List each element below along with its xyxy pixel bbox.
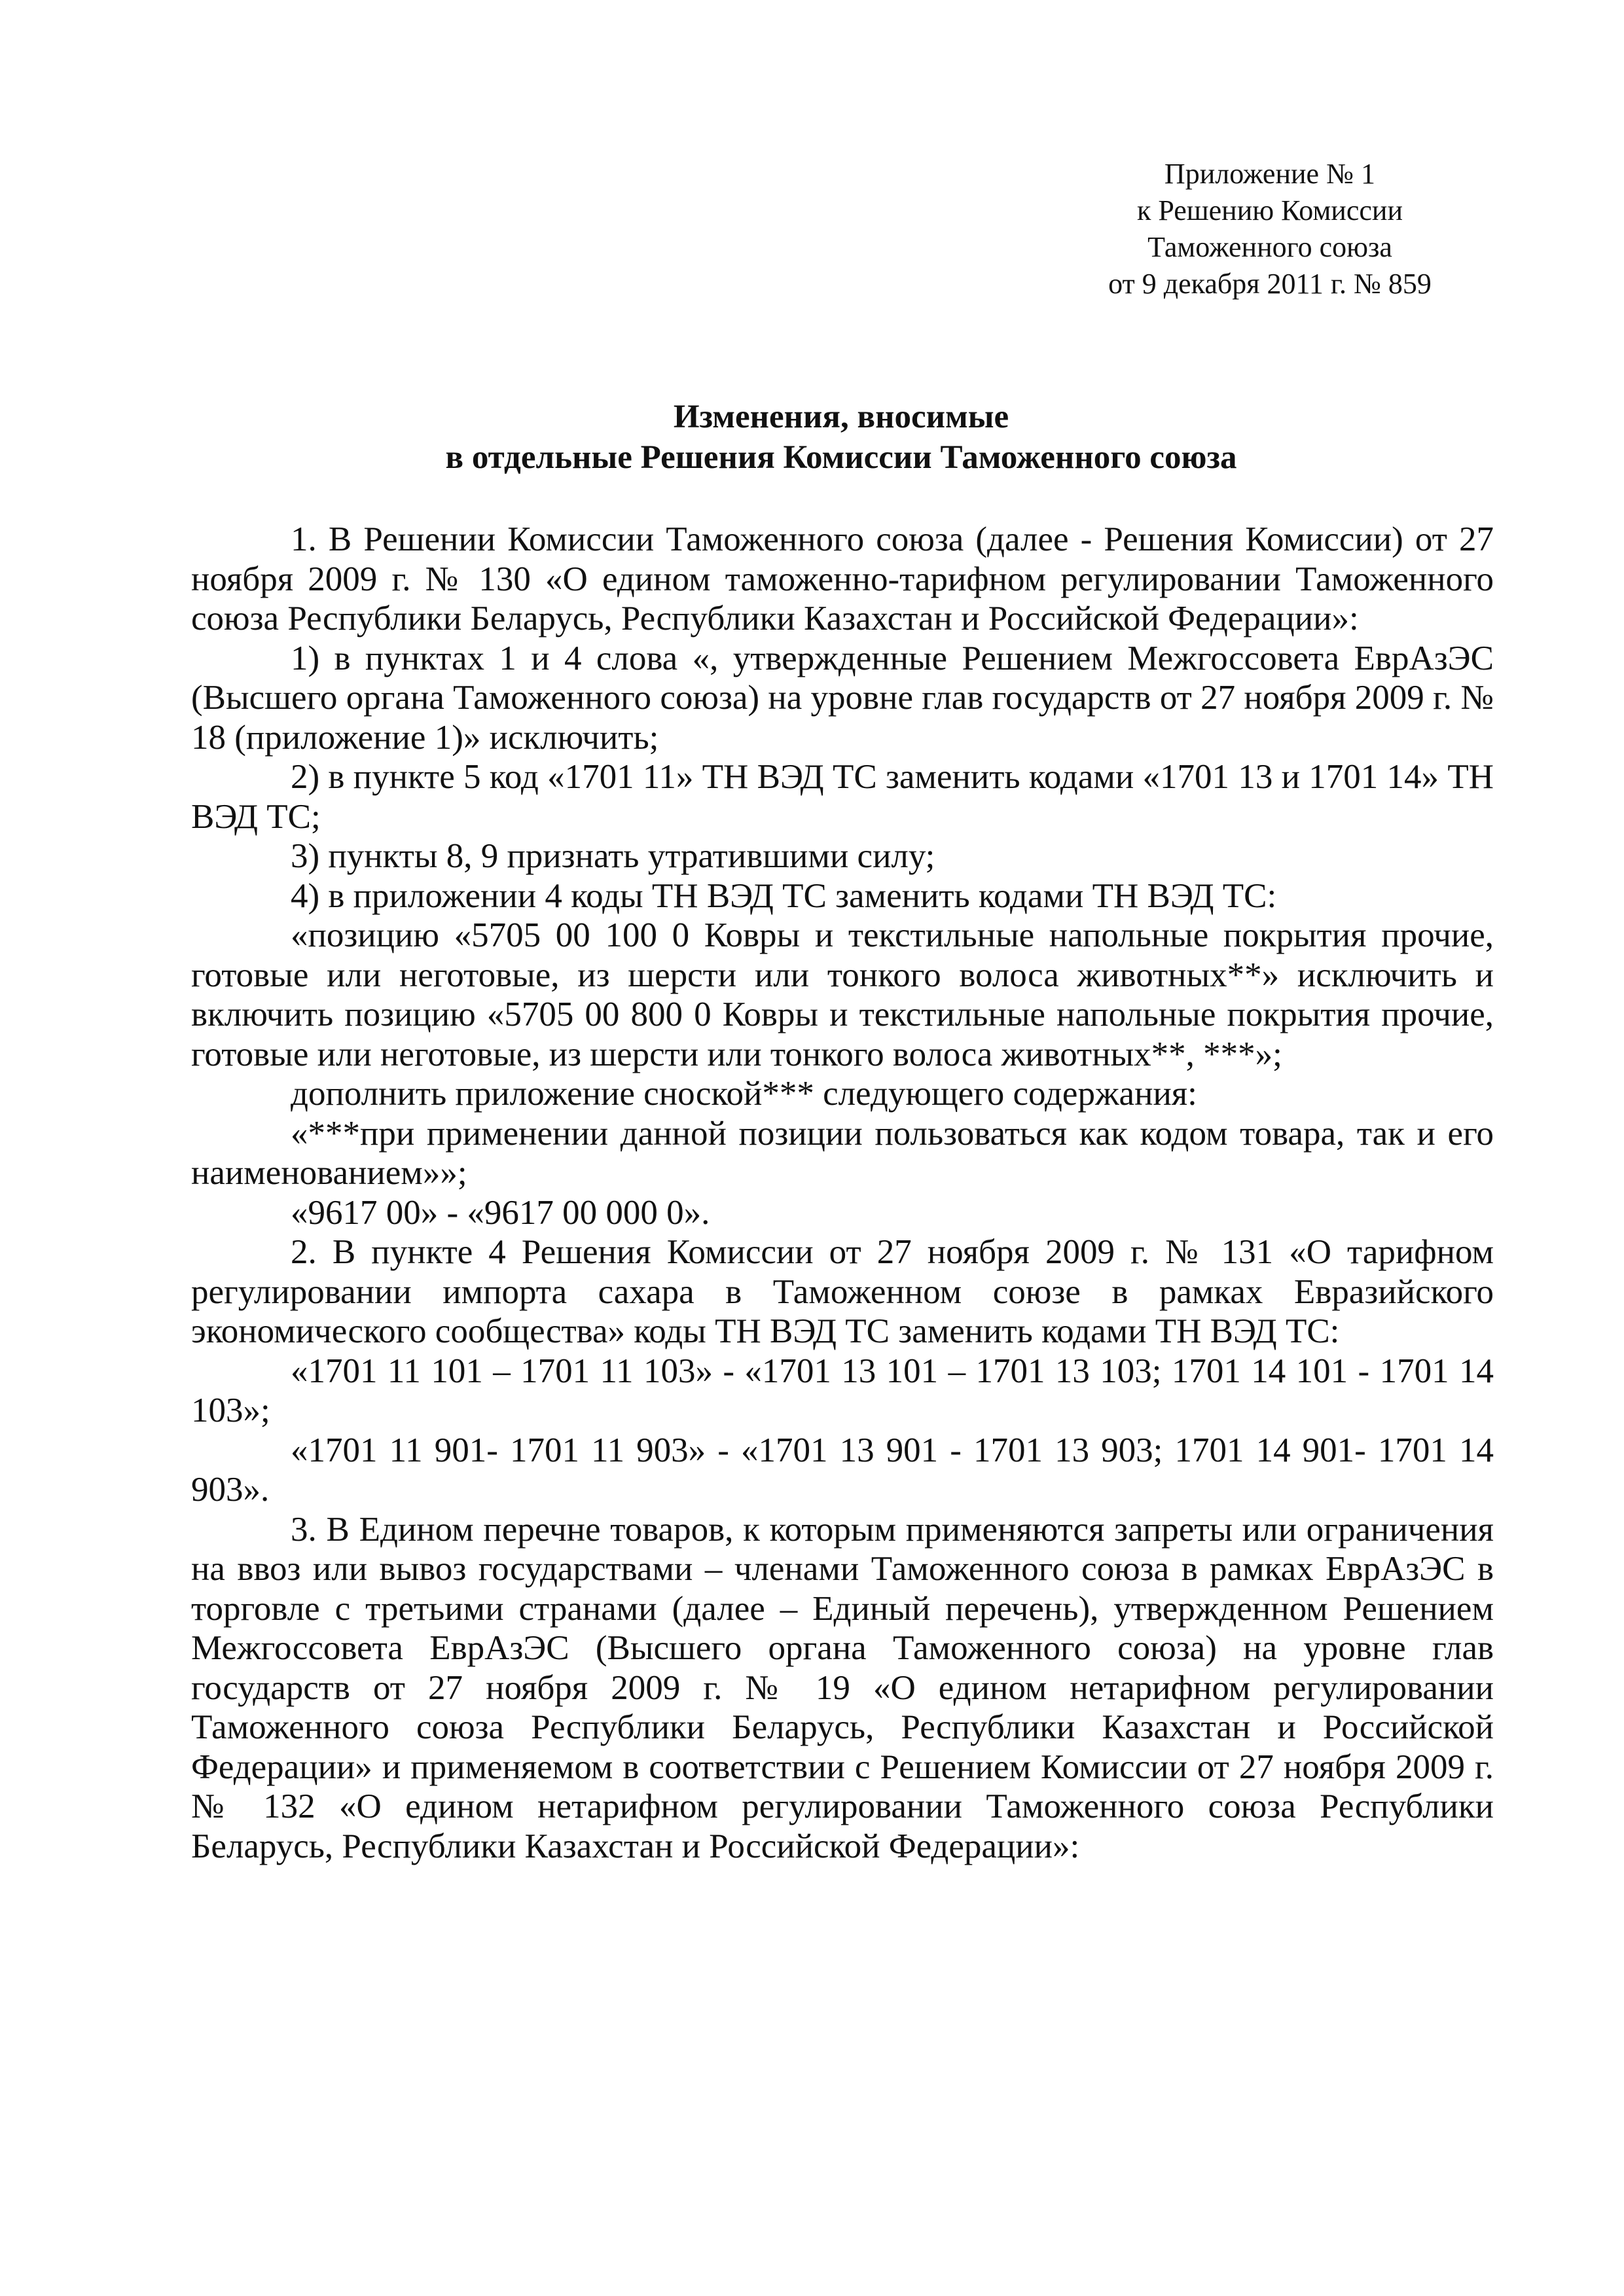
paragraph-1-item-3: 3) пункты 8, 9 признать утратившими силу;: [291, 837, 935, 875]
appendix-header: [1021, 156, 1519, 302]
paragraph-2: 2. В пункте 4 Решения Комиссии от 27 ноября 2009 г. № 131 «О тарифном регулировании импорта сахара в Таможенном союзе в рамках Евразийского экономического сообщества» коды ТН ВЭД ТС заменить кодами ТН ВЭД ТС:: [191, 1233, 1494, 1350]
appendix-number: Приложение № 1: [1164, 158, 1376, 190]
document-body: [191, 520, 1494, 1866]
title-line-2: в отдельные Решения Комиссии Таможенного союза: [445, 439, 1237, 476]
paragraph-1-item-4-position: «позицию «5705 00 100 0 Ковры и текстильные напольные покрытия прочие, готовые или неготовые, из шерсти или тонкого волоса животных**» исключить и включить позицию «5705 00 800 0 Ковры и текстильные напольные покрытия прочие, готовые или неготовые, из шерсти или тонкого волоса животных**, ***»;: [191, 916, 1494, 1073]
paragraph-1-item-4-code: «9617 00» - «9617 00 000 0».: [291, 1193, 710, 1232]
appendix-union-ref: Таможенного союза: [1147, 231, 1392, 263]
paragraph-1-item-4-footnote-intro: дополнить приложение сноской*** следующего содержания:: [291, 1075, 1197, 1113]
paragraph-2-codes-2: «1701 11 901- 1701 11 903» - «1701 13 901 - 1701 13 903; 1701 14 901- 1701 14 903».: [191, 1431, 1494, 1509]
appendix-decision-ref: к Решению Комиссии: [1136, 194, 1403, 226]
paragraph-2-codes-1: «1701 11 101 – 1701 11 103» - «1701 13 101 – 1701 13 103; 1701 14 101 - 1701 14 103»;: [191, 1352, 1494, 1429]
paragraph-1-item-2: 2) в пункте 5 код «1701 11» ТН ВЭД ТС заменить кодами «1701 13 и 1701 14» ТН ВЭД ТС;: [191, 758, 1494, 836]
paragraph-1-item-4: 4) в приложении 4 коды ТН ВЭД ТС заменить кодами ТН ВЭД ТС:: [291, 876, 1277, 915]
paragraph-3: 3. В Едином перечне товаров, к которым применяются запреты или ограничения на ввоз или вывоз государствами – членами Таможенного союза в рамках ЕврАзЭС в торговле с третьими странами (далее – Единый перечень), утвержденном Решением Межгоссовета ЕврАзЭС (Высшего органа Таможенного союза) на уровне глав государств от 27 ноября 2009 г. № 19 «О едином нетарифном регулировании Таможенного союза Республики Беларусь, Республики Казахстан и Российской Федерации» и применяемом в соответствии с Решением Комиссии от 27 ноября 2009 г. № 132 «О едином нетарифном регулировании Таможенного союза Республики Беларусь, Республики Казахстан и Российской Федерации»:: [191, 1510, 1494, 1865]
paragraph-1: 1. В Решении Комиссии Таможенного союза (далее - Решения Комиссии) от 27 ноября 2009 г. № 130 «О едином таможенно-тарифном регулировании Таможенного союза Республики Беларусь, Республики Казахстан и Российской Федерации»:: [191, 520, 1494, 637]
document-title: [190, 397, 1492, 478]
paragraph-1-item-4-footnote: «***при применении данной позиции пользоваться как кодом товара, так и его наименованием»»;: [191, 1114, 1494, 1192]
paragraph-1-item-1: 1) в пунктах 1 и 4 слова «, утвержденные Решением Межгоссовета ЕврАзЭС (Высшего органа Таможенного союза) на уровне глав государств от 27 ноября 2009 г. № 18 (приложение 1)» исключить;: [191, 639, 1494, 757]
title-line-1: Изменения, вносимые: [673, 399, 1009, 435]
appendix-date: от 9 декабря 2011 г. № 859: [1108, 268, 1432, 300]
